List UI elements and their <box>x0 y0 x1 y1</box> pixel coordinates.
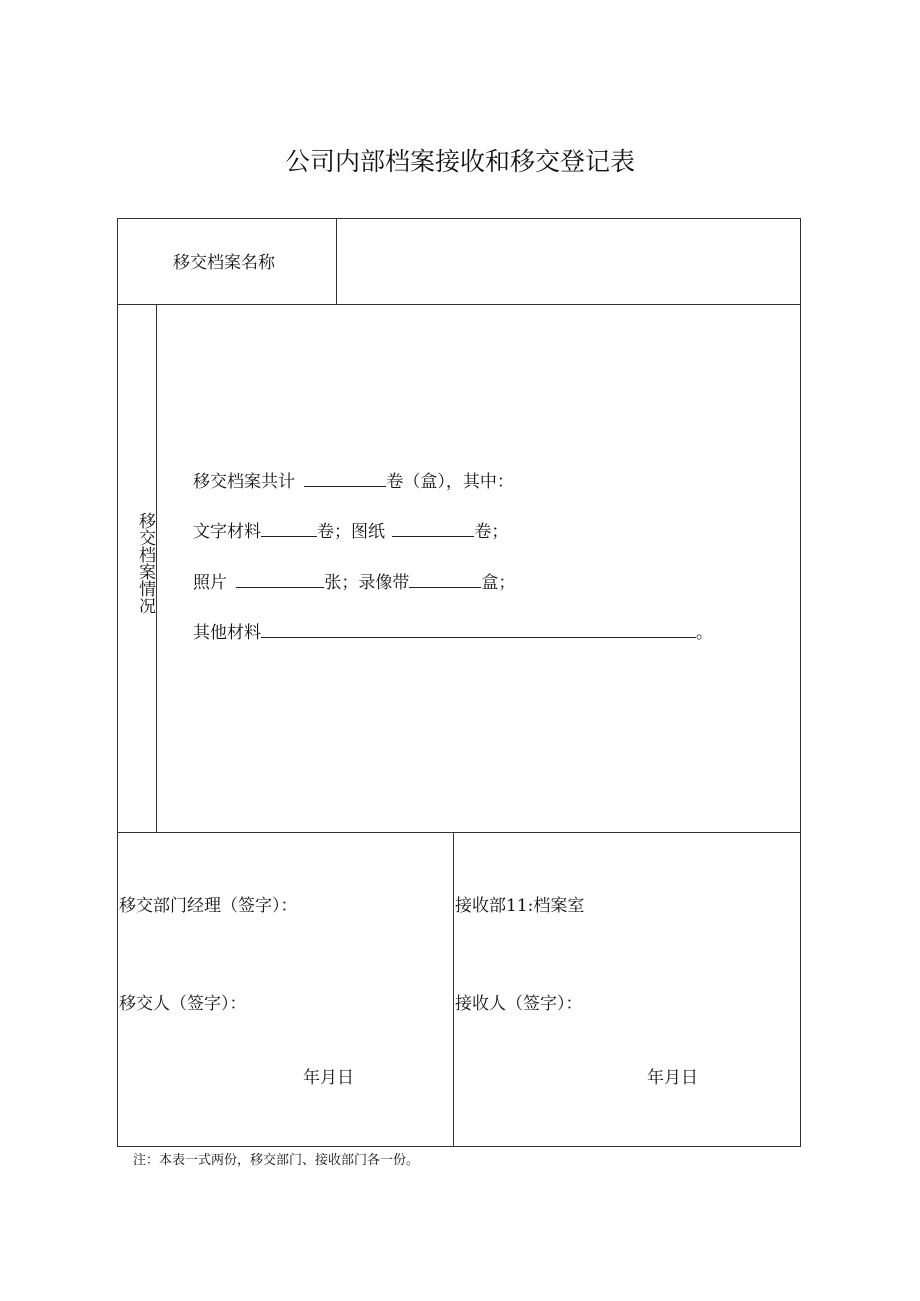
docs-blank[interactable] <box>261 522 317 537</box>
other-label: 其他材料 <box>193 623 261 643</box>
sender-person-signature[interactable]: 移交人（签字）： <box>119 994 247 1014</box>
sender-date[interactable]: 年月日 <box>303 1068 354 1088</box>
photos-label: 照片 <box>193 573 227 593</box>
drawings-blank[interactable] <box>392 522 474 537</box>
col-divider-sign <box>453 833 454 1147</box>
archive-name-field[interactable] <box>350 253 790 273</box>
row-divider-situation <box>117 832 801 833</box>
drawings-label: 图纸 <box>351 522 385 542</box>
photos-blank[interactable] <box>236 573 324 588</box>
docs-label: 文字材料 <box>193 522 261 542</box>
col-divider-situation <box>156 305 157 833</box>
footnote: 注：本表一式两份，移交部门、接收部门各一份。 <box>133 1153 420 1168</box>
video-label: 录像带 <box>358 573 410 593</box>
receiver-department[interactable]: 接收部11:档案室 <box>455 896 585 916</box>
photos-line <box>193 573 515 593</box>
other-blank[interactable] <box>261 623 696 638</box>
row-divider-name <box>117 304 801 305</box>
other-line <box>193 623 713 643</box>
video-blank[interactable] <box>409 573 481 588</box>
docs-unit: 卷； <box>317 522 351 542</box>
total-line <box>193 472 514 492</box>
archive-name-label: 移交档案名称 <box>173 253 275 273</box>
page-title: 公司内部档案接收和移交登记表 <box>284 147 635 176</box>
sender-manager-signature[interactable]: 移交部门经理（签字）： <box>119 896 298 916</box>
photos-unit: 张； <box>324 573 359 593</box>
total-blank[interactable] <box>304 472 386 487</box>
col-divider-name <box>336 218 337 305</box>
situation-side-label: 移交档案情况 <box>135 512 155 614</box>
total-suffix: 卷（盒），其中： <box>386 472 514 492</box>
receiver-person-signature[interactable]: 接收人（签字）： <box>455 994 583 1014</box>
other-end: 。 <box>696 623 713 643</box>
receiver-date[interactable]: 年月日 <box>647 1068 698 1088</box>
docs-line <box>193 522 508 542</box>
total-prefix: 移交档案共计 <box>193 472 295 492</box>
drawings-unit: 卷； <box>474 522 509 542</box>
video-unit: 盒； <box>481 573 516 593</box>
